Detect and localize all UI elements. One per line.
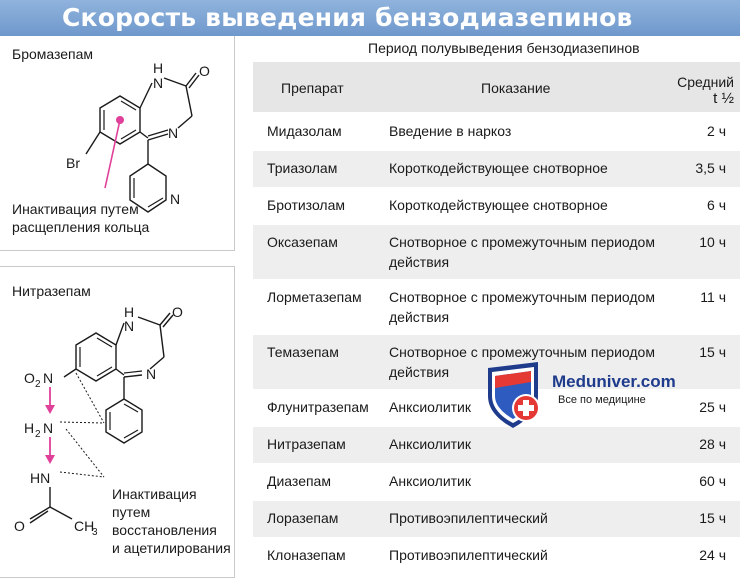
arrow-down-icon	[45, 455, 55, 464]
watermark-tagline: Все по медицине	[558, 394, 646, 406]
cell-drug: Лоразепам	[267, 510, 339, 526]
header-drug: Препарат	[281, 80, 344, 96]
cell-halflife: 10 ч	[699, 234, 726, 250]
header-halflife	[677, 74, 734, 107]
halflife-table	[253, 62, 740, 578]
table-row	[253, 188, 740, 225]
cell-halflife: 60 ч	[699, 473, 726, 489]
atom-n1: N	[153, 75, 164, 91]
table-row	[253, 225, 740, 280]
title-bar	[0, 0, 740, 36]
atom-h2n-h: H	[24, 420, 35, 436]
cell-indication: Анксиолитик	[389, 399, 471, 415]
watermark-name: Meduniver.com	[552, 372, 676, 391]
cell-indication: Противоэпилептический	[389, 547, 548, 563]
cell-drug: Темазепам	[267, 344, 339, 360]
cell-indication: Анксиолитик	[389, 473, 471, 489]
header-indication: Показание	[481, 80, 551, 96]
bromazepam-panel	[0, 36, 235, 251]
cell-halflife: 28 ч	[699, 436, 726, 452]
nitrazepam-caption	[112, 485, 231, 557]
cell-indication: Снотворное с промежуточным периодом действия	[389, 289, 655, 325]
cell-indication: Противоэпилептический	[389, 510, 548, 526]
cell-halflife: 24 ч	[699, 547, 726, 563]
table-header	[253, 62, 740, 112]
cell-drug: Лорметазепам	[267, 289, 362, 305]
atom-ch3-sub: 3	[92, 527, 98, 538]
atom-no2-sub: 2	[35, 379, 41, 390]
cell-indication: Короткодействующее снотворное	[389, 197, 608, 213]
atom-br: Br	[66, 155, 80, 171]
atom-no2-n: N	[43, 370, 54, 386]
table-row	[253, 151, 740, 188]
atom-o: O	[172, 304, 183, 320]
cell-drug: Мидазолам	[267, 123, 342, 139]
bromazepam-label: Бромазепам	[12, 46, 94, 62]
arrow-down-icon	[45, 405, 55, 414]
table-row	[253, 538, 740, 575]
atom-no2-o: O	[24, 370, 35, 386]
atom-n1: N	[124, 318, 135, 334]
cell-drug: Бротизолам	[267, 197, 346, 213]
cell-drug: Флунитразепам	[267, 399, 369, 415]
atom-h2n-n: N	[43, 420, 54, 436]
caption-line: расщепления кольца	[12, 219, 150, 235]
bromazepam-caption	[12, 200, 149, 236]
cell-halflife: 25 ч	[699, 399, 726, 415]
atom-h: H	[153, 60, 164, 76]
table-row	[253, 280, 740, 335]
atom-o2: O	[14, 518, 25, 534]
atom-h2n-sub: 2	[35, 429, 41, 440]
table-row	[253, 114, 740, 151]
caption-line: Инактивация путем	[12, 201, 139, 217]
cell-indication: Короткодействующее снотворное	[389, 160, 608, 176]
header-halflife-line2: t ½	[713, 90, 734, 107]
header-halflife-line1: Средний	[677, 74, 734, 90]
table-row	[253, 427, 740, 464]
nitrazepam-label: Нитразепам	[12, 283, 91, 299]
cell-drug: Оксазепам	[267, 234, 338, 250]
atom-o: O	[199, 63, 210, 79]
cell-halflife: 2 ч	[707, 123, 726, 139]
caption-line: Инактивация	[112, 486, 197, 502]
caption-line: восстановления	[112, 522, 217, 538]
atom-h: H	[124, 304, 135, 320]
cell-drug: Диазепам	[267, 473, 331, 489]
cell-halflife: 15 ч	[699, 510, 726, 526]
shield-logo-icon	[480, 358, 552, 430]
cell-indication: Снотворное с промежуточным периодом действия	[389, 344, 655, 380]
cell-indication: Снотворное с промежуточным периодом действия	[389, 234, 655, 270]
cell-halflife: 3,5 ч	[695, 160, 726, 176]
cell-indication: Анксиолитик	[389, 436, 471, 452]
meduniver-watermark	[480, 358, 710, 430]
nitrazepam-panel	[0, 266, 235, 578]
table-row	[253, 501, 740, 538]
caption-line: путем	[112, 504, 151, 520]
atom-ch3-c: CH	[74, 518, 95, 534]
cell-drug: Триазолам	[267, 160, 338, 176]
page-title: Скорость выведения бензодиазепинов	[62, 3, 633, 32]
atom-hn: HN	[30, 470, 51, 486]
atom-n2: N	[146, 366, 157, 382]
caption-line: и ацетилирования	[112, 540, 231, 556]
cell-halflife: 11 ч	[700, 289, 726, 305]
atom-n2: N	[168, 125, 179, 141]
cell-indication: Введение в наркоз	[389, 123, 512, 139]
cell-drug: Клоназепам	[267, 547, 346, 563]
atom-n3: N	[170, 191, 181, 207]
cell-drug: Нитразепам	[267, 436, 346, 452]
table-title: Период полувыведения бензодиазепинов	[368, 40, 640, 56]
cell-halflife: 15 ч	[699, 344, 726, 360]
table-row	[253, 464, 740, 501]
cell-halflife: 6 ч	[707, 197, 726, 213]
